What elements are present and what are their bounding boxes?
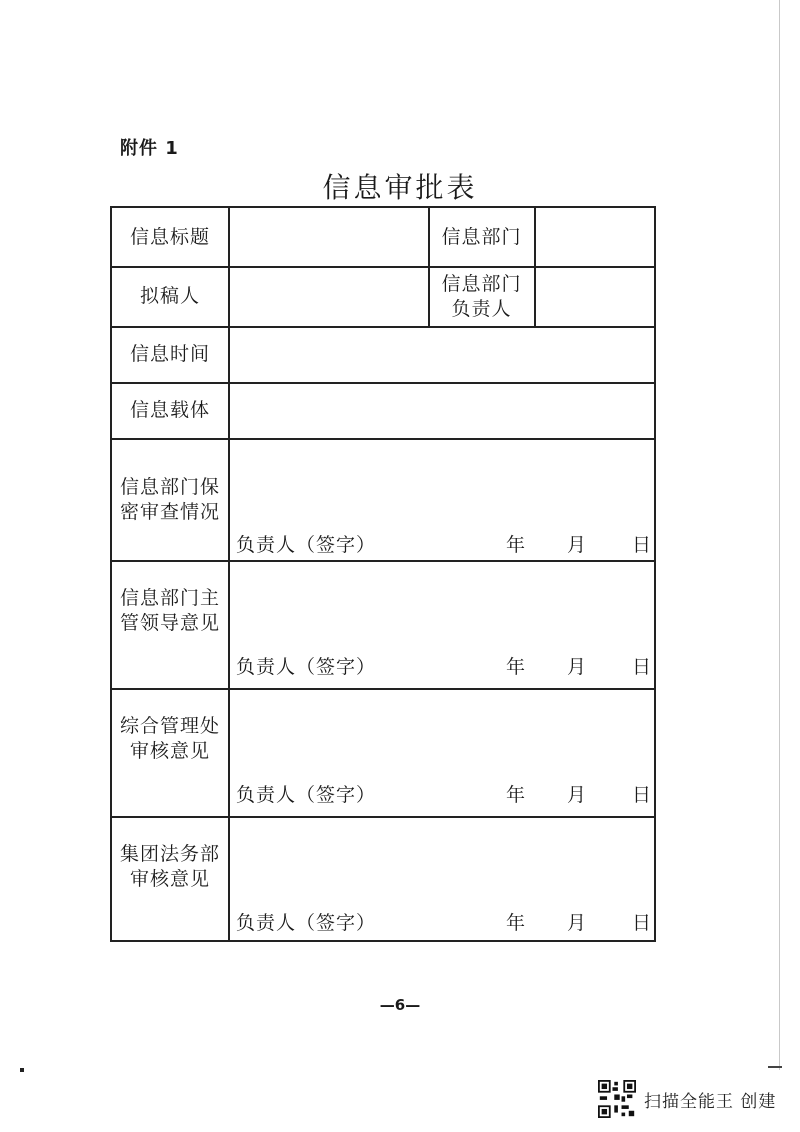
signer-label: 负责人（签字） (236, 784, 377, 806)
signer-label: 负责人（签字） (236, 656, 377, 678)
drafter-label: 拟稿人 (139, 285, 200, 307)
column-divider (534, 208, 536, 326)
year-label: 年 (506, 656, 527, 678)
year-label: 年 (506, 912, 527, 934)
review-section-label: 信息部门保 密审查情况 (119, 475, 220, 523)
month-label: 月 (567, 912, 588, 934)
month-label: 月 (567, 534, 588, 556)
day-label: 日 (632, 784, 653, 806)
scanner-watermark (598, 1080, 776, 1118)
qr-code-icon (598, 1080, 636, 1118)
month-label: 月 (567, 784, 588, 806)
form-title: 信息审批表 (322, 171, 478, 204)
signer-label: 负责人（签字） (236, 534, 377, 556)
info-time-label: 信息时间 (129, 343, 210, 365)
month-label: 月 (567, 656, 588, 678)
day-label: 日 (632, 656, 653, 678)
page-edge-line (779, 0, 780, 1070)
signer-label: 负责人（签字） (236, 912, 377, 934)
year-label: 年 (506, 784, 527, 806)
review-section-label: 综合管理处 审核意见 (119, 715, 220, 762)
scan-dot (20, 1068, 24, 1072)
info-department-label: 信息部门 (441, 225, 522, 248)
review-section-label: 信息部门主 管领导意见 (119, 587, 220, 634)
review-section-label: 集团法务部 审核意见 (119, 843, 220, 890)
info-title-label: 信息标题 (129, 225, 210, 248)
edge-mark (768, 1066, 782, 1068)
info-carrier-label: 信息载体 (129, 399, 210, 421)
approval-form-table (110, 206, 656, 942)
attachment-label: 附件 1 (120, 138, 179, 159)
day-label: 日 (632, 534, 653, 556)
column-divider (228, 208, 230, 940)
watermark-text: 扫描全能王 创建 (644, 1091, 777, 1112)
year-label: 年 (506, 534, 527, 556)
day-label: 日 (632, 912, 653, 934)
page-number: —6— (379, 996, 421, 1014)
dept-head-label: 信息部门 负责人 (441, 272, 522, 320)
